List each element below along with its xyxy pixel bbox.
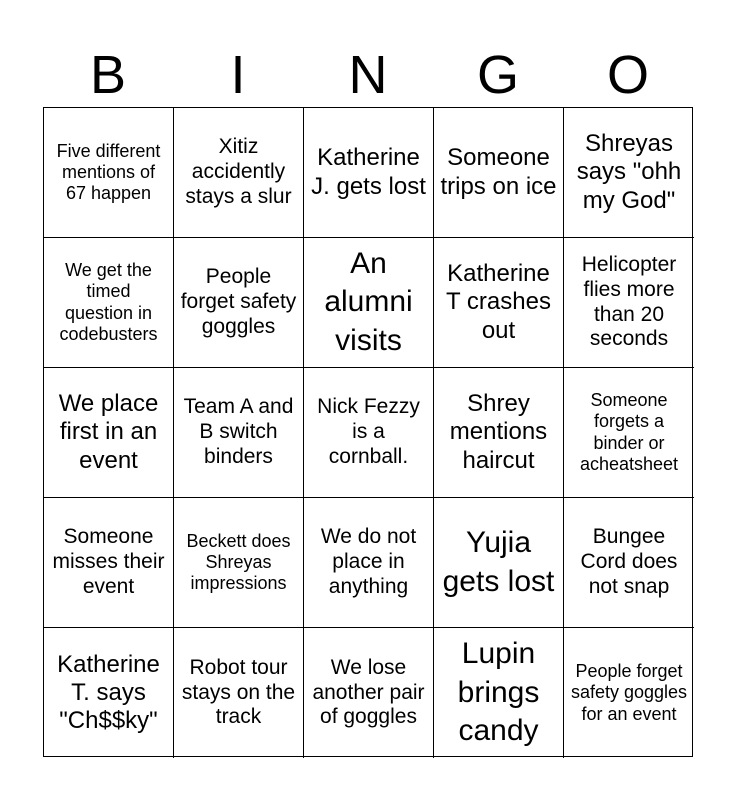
bingo-cell[interactable]: Katherine T. says "Ch$$ky" (44, 628, 174, 758)
bingo-cell[interactable]: Beckett does Shreyas impressions (174, 498, 304, 628)
bingo-header (43, 44, 693, 106)
bingo-cell[interactable]: Someone misses their event (44, 498, 174, 628)
bingo-cell[interactable]: We do not place in anything (304, 498, 434, 628)
header-letter-g: G (476, 45, 519, 105)
bingo-cell[interactable]: We lose another pair of goggles (304, 628, 434, 758)
bingo-cell[interactable]: Katherine J. gets lost (304, 108, 434, 238)
bingo-cell[interactable]: People forget safety goggles (174, 238, 304, 368)
bingo-cell[interactable]: An alumni visits (304, 238, 434, 368)
bingo-cell[interactable]: Lupin brings candy (434, 628, 564, 758)
bingo-cell[interactable]: Nick Fezzy is a cornball. (304, 368, 434, 498)
bingo-cell[interactable]: Someone forgets a binder or acheatsheet (564, 368, 694, 498)
header-letter-i: I (230, 45, 246, 105)
header-letter-o: O (606, 45, 649, 105)
header-letter-n: N (348, 45, 388, 105)
bingo-cell[interactable]: Team A and B switch binders (174, 368, 304, 498)
bingo-board (43, 107, 693, 757)
bingo-cell[interactable]: Katherine T crashes out (434, 238, 564, 368)
bingo-cell[interactable]: Helicopter flies more than 20 seconds (564, 238, 694, 368)
header-letter-b: B (89, 45, 127, 105)
bingo-cell[interactable]: Shreyas says "ohh my God" (564, 108, 694, 238)
bingo-cell[interactable]: Xitiz accidently stays a slur (174, 108, 304, 238)
bingo-cell[interactable]: Yujia gets lost (434, 498, 564, 628)
bingo-cell[interactable]: Shrey mentions haircut (434, 368, 564, 498)
bingo-cell[interactable]: We place first in an event (44, 368, 174, 498)
bingo-cell[interactable]: Someone trips on ice (434, 108, 564, 238)
bingo-cell[interactable]: People forget safety goggles for an event (570, 661, 688, 724)
bingo-cell[interactable]: Robot tour stays on the track (174, 628, 304, 758)
bingo-cell[interactable]: We get the timed question in codebusters (44, 238, 174, 368)
bingo-cell[interactable]: Five different mentions of 67 happen (44, 108, 174, 238)
bingo-cell[interactable]: Bungee Cord does not snap (564, 498, 694, 628)
